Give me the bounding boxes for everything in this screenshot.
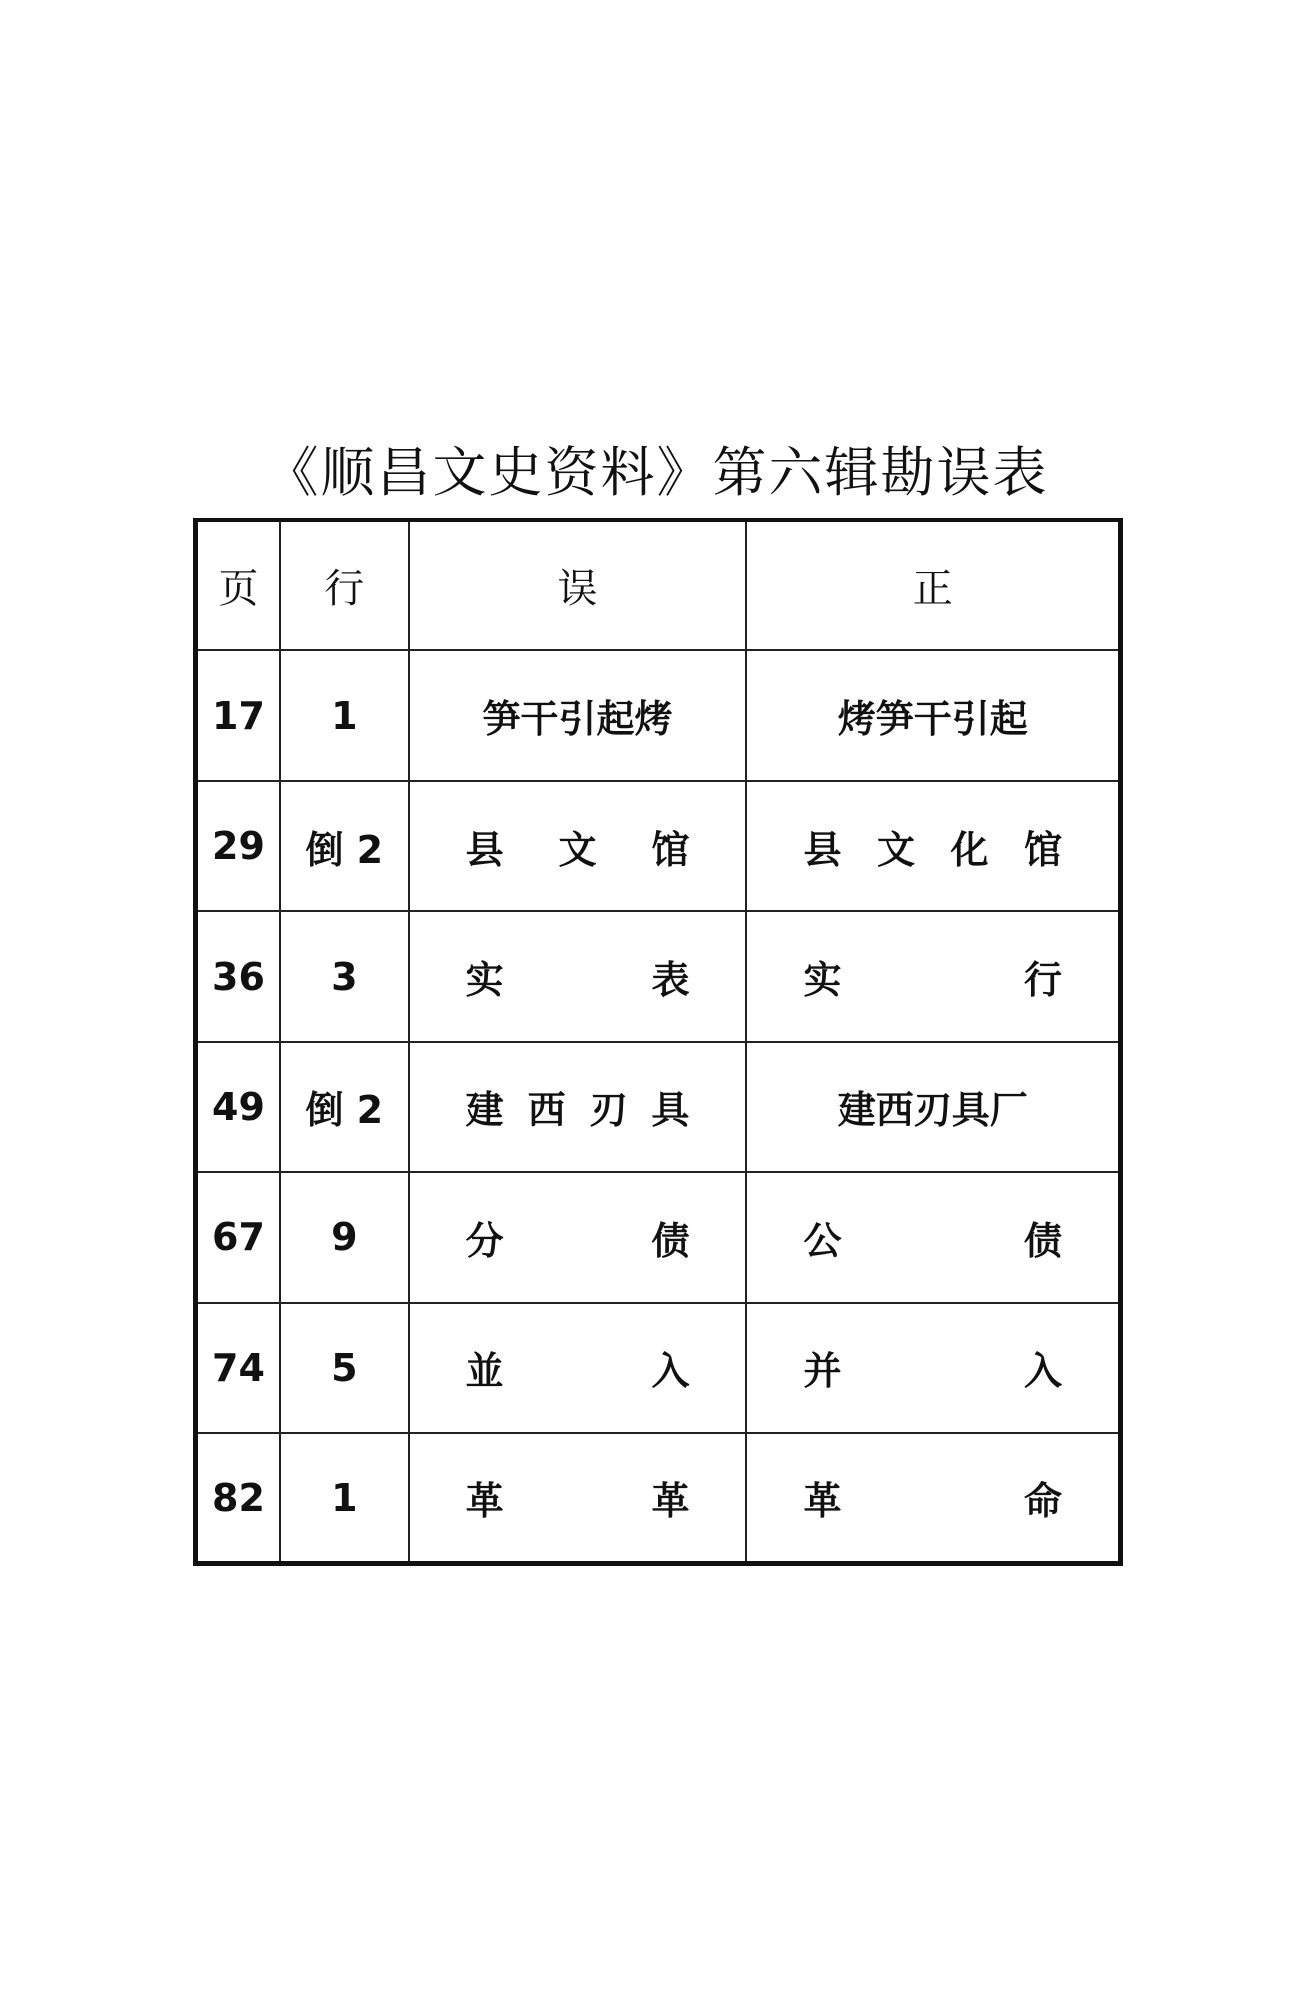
cell-right-part: 文 — [876, 826, 915, 872]
header-wrong: 误 — [409, 520, 747, 650]
cell-wrong-part: 建 — [465, 1087, 504, 1133]
cell-wrong-part: 入 — [651, 1348, 690, 1394]
cell-right-text — [803, 1079, 1062, 1134]
cell-right-part: 烤笋干引起 — [837, 696, 1028, 742]
cell-right-text — [803, 688, 1062, 743]
cell-right-part: 行 — [1023, 957, 1062, 1003]
cell-right-part: 债 — [1023, 1217, 1062, 1263]
cell-wrong — [409, 1042, 747, 1172]
table-row — [196, 1303, 1121, 1433]
cell-page: 49 — [196, 1042, 280, 1172]
cell-right-text — [803, 1210, 1062, 1265]
cell-right-part: 命 — [1023, 1478, 1062, 1524]
cell-line: 5 — [280, 1303, 409, 1433]
table-row — [196, 911, 1121, 1041]
cell-right-part: 实 — [803, 957, 842, 1003]
table-row — [196, 1042, 1121, 1172]
table-row — [196, 1433, 1121, 1563]
cell-page: 82 — [196, 1433, 280, 1563]
cell-wrong-part: 表 — [651, 957, 690, 1003]
table-header-row — [196, 520, 1121, 650]
cell-wrong-part: 具 — [651, 1087, 690, 1133]
cell-line: 3 — [280, 911, 409, 1041]
errata-table — [193, 518, 1123, 1566]
cell-right-part: 并 — [803, 1348, 842, 1394]
cell-right — [746, 650, 1120, 780]
cell-right-text — [803, 1470, 1062, 1525]
cell-page: 36 — [196, 911, 280, 1041]
cell-page: 17 — [196, 650, 280, 780]
cell-wrong-part: 县 — [465, 826, 504, 872]
cell-line: 9 — [280, 1172, 409, 1302]
cell-wrong — [409, 911, 747, 1041]
cell-wrong-text — [466, 1079, 690, 1134]
cell-right-part: 县 — [803, 826, 842, 872]
cell-right-part: 建西刃具厂 — [837, 1087, 1028, 1133]
cell-line: 1 — [280, 650, 409, 780]
cell-right-part: 革 — [803, 1478, 842, 1524]
header-right: 正 — [746, 520, 1120, 650]
cell-page: 29 — [196, 781, 280, 911]
cell-page: 67 — [196, 1172, 280, 1302]
cell-wrong — [409, 1172, 747, 1302]
cell-line: 倒 2 — [280, 781, 409, 911]
page-title: 《顺昌文史资料》第六辑勘误表 — [264, 441, 1049, 504]
cell-wrong-part: 並 — [465, 1348, 504, 1394]
cell-right — [746, 1172, 1120, 1302]
cell-wrong-text — [466, 1340, 690, 1395]
cell-wrong-part: 革 — [465, 1478, 504, 1524]
cell-right — [746, 1042, 1120, 1172]
header-line: 行 — [280, 520, 409, 650]
cell-right-text — [803, 1340, 1062, 1395]
cell-right-part: 馆 — [1023, 826, 1062, 872]
cell-right — [746, 781, 1120, 911]
cell-wrong — [409, 1433, 747, 1563]
cell-page: 74 — [196, 1303, 280, 1433]
cell-right — [746, 1303, 1120, 1433]
cell-right — [746, 1433, 1120, 1563]
cell-wrong-part: 分 — [465, 1217, 504, 1263]
cell-wrong — [409, 781, 747, 911]
cell-wrong-part: 刃 — [589, 1087, 628, 1133]
table-row — [196, 781, 1121, 911]
cell-wrong-part: 实 — [465, 957, 504, 1003]
cell-wrong-text — [466, 1470, 690, 1525]
cell-wrong-part: 债 — [651, 1217, 690, 1263]
cell-wrong-text — [466, 688, 690, 743]
cell-line: 倒 2 — [280, 1042, 409, 1172]
cell-wrong-text — [466, 949, 690, 1004]
table-row — [196, 650, 1121, 780]
cell-wrong-text — [466, 819, 690, 874]
cell-wrong-part: 革 — [651, 1478, 690, 1524]
cell-right-part: 公 — [803, 1217, 842, 1263]
table-row — [196, 1172, 1121, 1302]
cell-right-part: 入 — [1023, 1348, 1062, 1394]
cell-right-text — [803, 949, 1062, 1004]
cell-wrong-text — [466, 1210, 690, 1265]
cell-right-part: 化 — [950, 826, 989, 872]
cell-wrong-part: 文 — [558, 826, 597, 872]
cell-right — [746, 911, 1120, 1041]
cell-wrong — [409, 650, 747, 780]
table-body — [196, 650, 1121, 1563]
cell-wrong — [409, 1303, 747, 1433]
header-page: 页 — [196, 520, 280, 650]
cell-line: 1 — [280, 1433, 409, 1563]
cell-right-text — [803, 819, 1062, 874]
cell-wrong-part: 笋干引起烤 — [482, 696, 673, 742]
cell-wrong-part: 西 — [527, 1087, 566, 1133]
cell-wrong-part: 馆 — [651, 826, 690, 872]
